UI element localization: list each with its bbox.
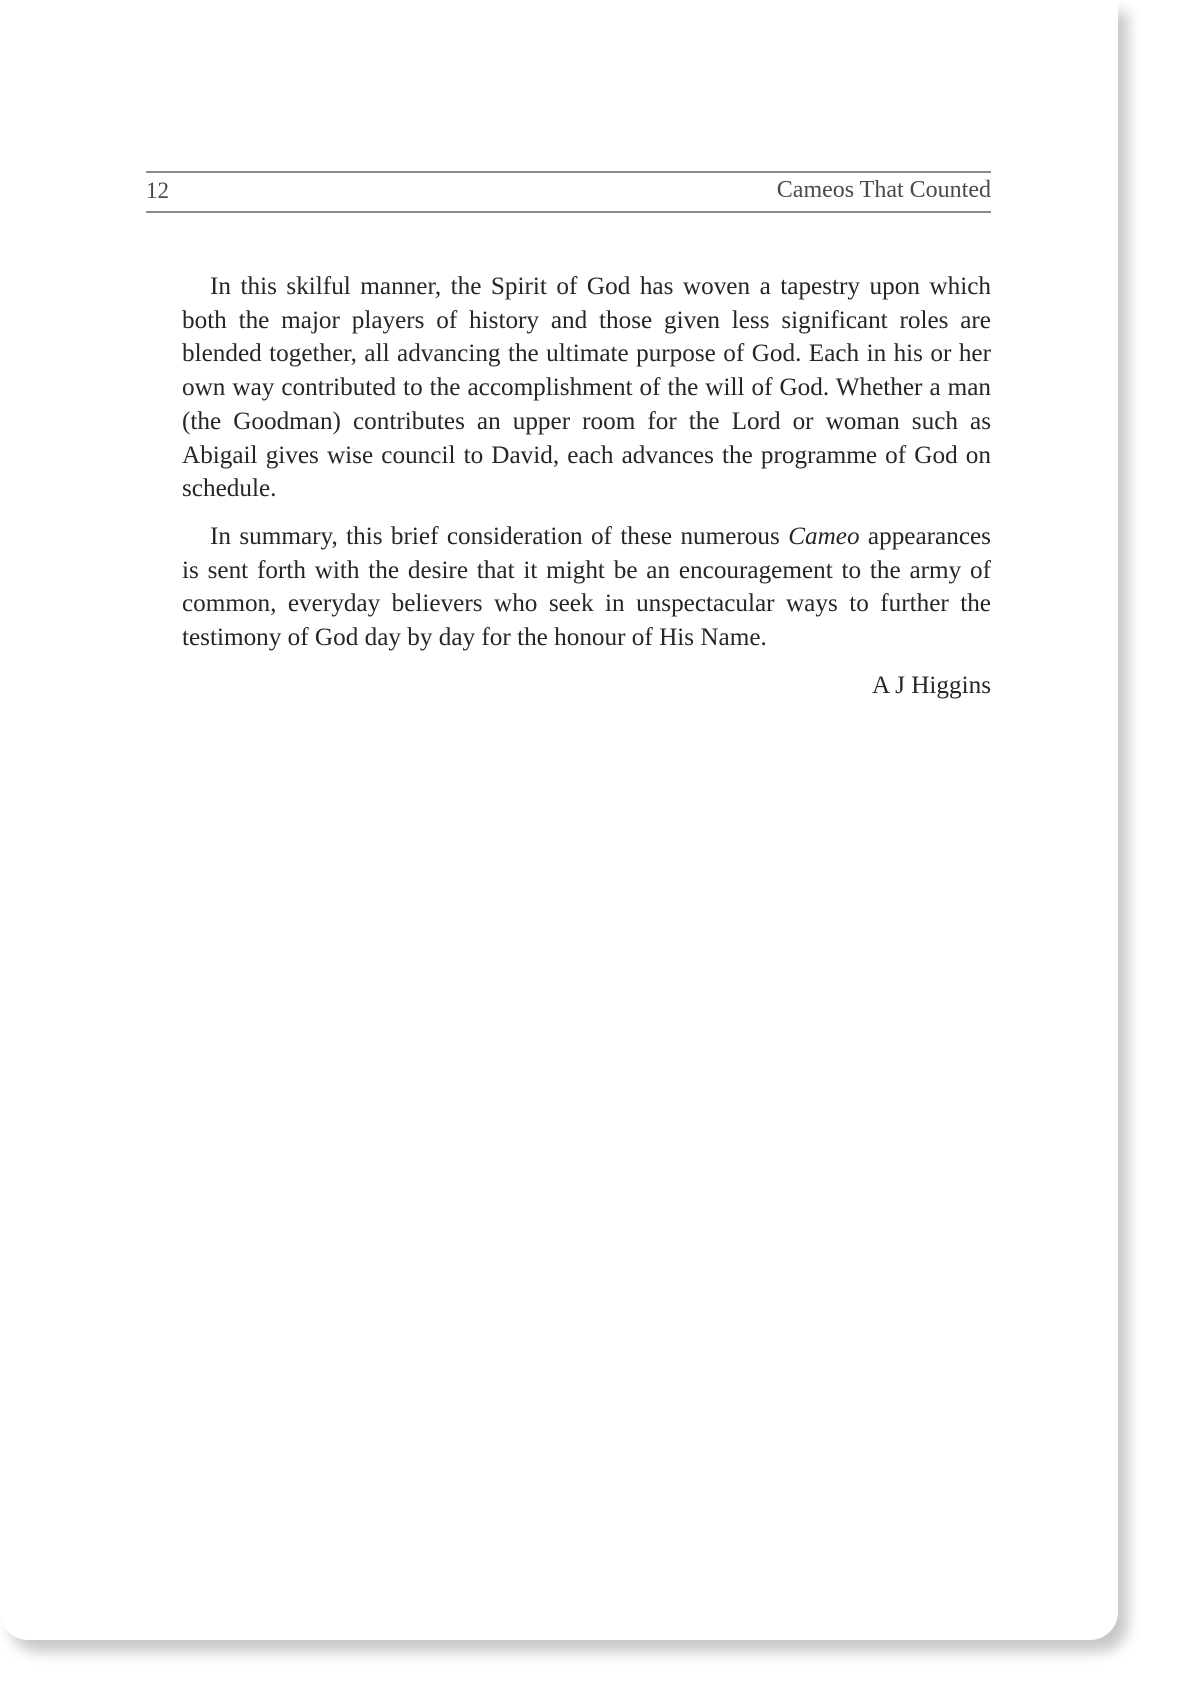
paragraph-2-start: In summary, this brief consideration of these numerous bbox=[210, 522, 789, 550]
paragraph-2 bbox=[182, 520, 991, 655]
cameo-italic: Cameo bbox=[788, 522, 860, 550]
paragraph-1: In this skilful manner, the Spirit of God has woven a tapestry upon which both the major players of history and those given less significant roles are blended together, all advancing the ultimate purpose of God. Each in his or her own way contributed to the accomplishment of the will of God. Whether a man (the Goodman) contributes an upper room for the Lord or woman such as Abigail gives wise council to David, each advances the programme of God on schedule. bbox=[182, 273, 991, 503]
running-title: Cameos That Counted bbox=[776, 177, 991, 203]
page-number: 12 bbox=[146, 178, 169, 203]
paragraph-2-end: appearances is sent forth with the desire that it might be an encouragement to the army of common, everyday believers who seek in unspectacular ways to further the testimony of God day by day for the honour of His Name. bbox=[182, 522, 991, 652]
author-signature: A J Higgins bbox=[872, 671, 991, 699]
body-text bbox=[182, 270, 991, 702]
running-header bbox=[146, 171, 991, 213]
